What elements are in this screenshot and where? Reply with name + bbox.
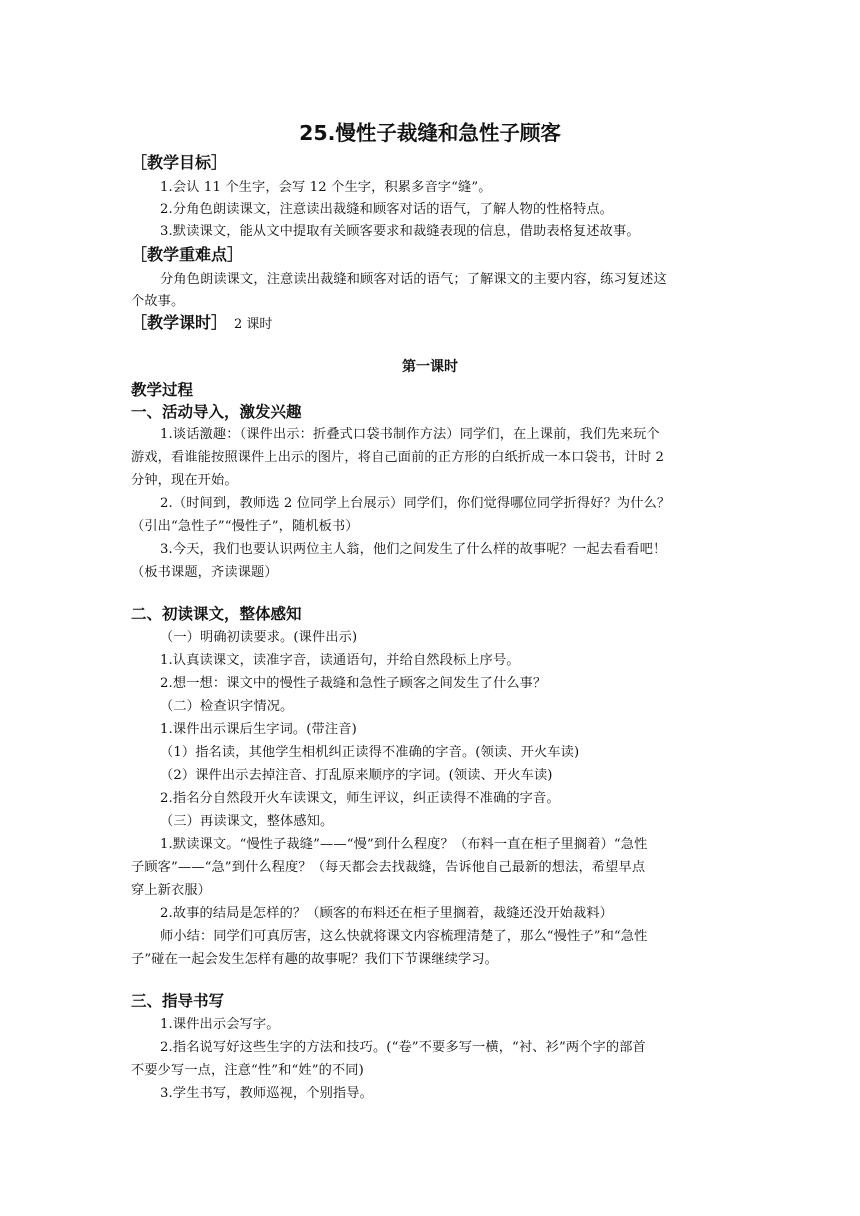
keypoints-text: 分角色朗读课文，注意读出裁缝和顾客对话的语气；了解课文的主要内容，练习复述这 (160, 272, 667, 287)
paragraph-line: 2.想一想：课文中的慢性子裁缝和急性子顾客之间发生了什么事？ (160, 676, 547, 691)
paragraph-line: 3.学生书写，教师巡视，个别指导。 (160, 1086, 373, 1101)
paragraph-line: （二）检查识字情况。 (160, 699, 294, 714)
hours-value: 2 课时 (234, 317, 273, 332)
goal-item: 3.默读课文，能从文中提取有关顾客要求和裁缝表现的信息，借助表格复述故事。 (160, 224, 640, 239)
paragraph-line: （引出“急性子”“慢性子”，随机板书） (131, 519, 359, 534)
paragraph-line: 分钟，现在开始。 (131, 473, 238, 488)
goal-item: 1.会认 11 个生字，会写 12 个生字，积累多音字“缝”。 (160, 180, 492, 195)
paragraph-line: 不要少写一点，注意“性”和“姓”的不同) (131, 1063, 364, 1078)
paragraph-line: 穿上新衣服） (131, 883, 212, 898)
goals-heading: ［教学目标］ (131, 153, 228, 172)
paragraph-line: （2）课件出示去掉注音、打乱原来顺序的字词。(领读、开火车读) (160, 768, 553, 783)
paragraph-line: （一）明确初读要求。(课件出示) (160, 630, 358, 645)
paragraph-line: 2.指名分自然段开火车读课文，师生评议，纠正读得不准确的字音。 (160, 791, 560, 806)
process-heading: 教学过程 (131, 381, 194, 399)
paragraph-line: 子顾客”——“急”到什么程度？（每天都会去找裁缝，告诉他自己最新的想法，希望早点 (131, 860, 646, 875)
paragraph-line: 2.指名说写好这些生字的方法和技巧。(“卷”不要多写一横，“衬、衫”两个字的部首 (160, 1040, 646, 1055)
paragraph-line: 子”碰在一起会发生怎样有趣的故事呢？我们下节课继续学习。 (131, 952, 499, 967)
keypoints-heading: ［教学重难点］ (131, 245, 244, 264)
lesson-period-title: 第一课时 (402, 359, 458, 375)
lesson-title: 25.慢性子裁缝和急性子顾客 (299, 121, 561, 145)
goal-item: 2.分角色朗读课文，注意读出裁缝和顾客对话的语气，了解人物的性格特点。 (160, 202, 614, 217)
paragraph-line: （板书课题，齐读课题） (131, 565, 278, 580)
paragraph-line: 2.（时间到，教师选 2 位同学上台展示）同学们，你们觉得哪位同学折得好？为什么？ (160, 496, 671, 511)
paragraph-line: 1.课件出示课后生字词。(带注音) (160, 722, 357, 737)
section-heading: 二、初读课文，整体感知 (131, 605, 302, 623)
paragraph-line: 师小结：同学们可真厉害，这么快就将课文内容梳理清楚了，那么“慢性子”和“急性 (160, 929, 648, 944)
paragraph-line: 1.谈话激趣：（课件出示：折叠式口袋书制作方法）同学们，在上课前，我们先来玩个 (160, 427, 660, 442)
section-heading: 三、指导书写 (131, 992, 225, 1010)
paragraph-line: 1.课件出示会写字。 (160, 1017, 280, 1032)
paragraph-line: 1.默读课文。“慢性子裁缝”——“慢”到什么程度？（布料一直在柜子里搁着）“急性 (160, 837, 648, 852)
keypoints-text: 个故事。 (131, 294, 185, 309)
paragraph-line: 1.认真读课文，读准字音，读通语句，并给自然段标上序号。 (160, 653, 520, 668)
paragraph-line: 游戏，看谁能按照课件上出示的图片，将自己面前的正方形的白纸折成一本口袋书，计时 2 (131, 450, 665, 465)
paragraph-line: （1）指名读，其他学生相机纠正读得不准确的字音。(领读、开火车读) (160, 745, 580, 760)
hours-heading: ［教学课时］ (131, 313, 228, 332)
section-heading: 一、活动导入，激发兴趣 (131, 403, 302, 421)
paragraph-line: 2.故事的结局是怎样的？（顾客的布料还在柜子里搁着，裁缝还没开始裁料） (160, 906, 614, 921)
paragraph-line: 3.今天，我们也要认识两位主人翁，他们之间发生了什么样的故事呢？一起去看看吧！ (160, 542, 667, 557)
paragraph-line: （三）再读课文，整体感知。 (160, 814, 334, 829)
